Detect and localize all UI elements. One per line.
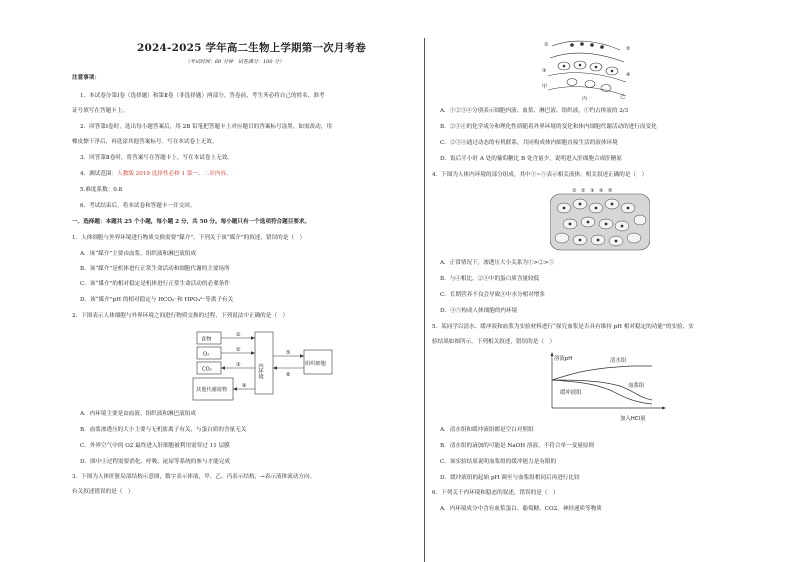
q5-xlabel: 加入HCl量 — [620, 416, 646, 422]
q5-stem-b: 验结果如图所示。下列相关叙述，错误的是（ ） — [432, 339, 556, 345]
q5-stem-a: 5．某同学以清水、缓冲液和血浆为实验材料进行“探究血浆是否具有维持 pH 相对稳定的功能”的实验，实 — [432, 324, 694, 330]
q2-exchange-diagram — [192, 328, 342, 402]
notice-1a: 1．本试卷分第Ⅰ卷（选择题）和第Ⅱ卷（非选择题）两部分。答卷前，考生务必将自己的姓名、准考 — [80, 93, 325, 99]
q5-option-b: B．清水组的滴加的可能是 NaOH 溶液，不符合单一变量原则 — [440, 443, 595, 449]
notice-4 — [80, 171, 232, 178]
q4-option-a: A．正常情况下，渗透压大小关系为①>②>⑤ — [440, 260, 555, 266]
q6-stem: 6．下列关于内环境和稳态的叙述，错误的是（ ） — [432, 490, 559, 496]
q3-option-b: B．②③④的化学成分和理化性质随着外界环境的变化和体内细胞代谢活动的进行而变化 — [440, 124, 657, 130]
q5-series-plasma: 血浆组 — [628, 383, 645, 389]
q2-stem: 2．下图表示人体细胞与外界环境之间进行物质交换的过程，下列说法中正确的是（ ） — [72, 313, 289, 319]
q3-label-1: ① — [544, 42, 549, 48]
q2-food-label: 食物 — [201, 336, 212, 343]
q5-ph-chart — [532, 350, 672, 422]
q4-label-1: ① — [572, 188, 577, 194]
q2-step-5: ⑤ — [286, 350, 291, 356]
q3-option-a: A．①②③④分别表示细胞内液、血浆、淋巴液、组织液，①约占体液的 2/3 — [440, 108, 629, 114]
q2-waste-label: 其他代谢废物 — [196, 387, 228, 393]
notice-4-scope: 人教版 2019 选择性必修 1 第一、二章内容。 — [117, 171, 232, 177]
q5-ylabel: 溶液pH — [554, 356, 573, 362]
notice-4-label: 4．测试范围： — [80, 171, 118, 177]
q3-option-d: D．饭后半小时 A 处的葡萄糖比 B 处含量少，说明进入肝细胞合成肝糖原 — [440, 156, 622, 162]
q5-option-a: A．清水组和缓冲液组都是空白对照组 — [440, 427, 534, 433]
q2-o2-label: O₂ — [203, 351, 210, 358]
q3-stem-b: 有关叙述错误的是（ ） — [72, 489, 134, 495]
q1-stem: 1．人体细胞与外界环境进行物质交换需要“媒介”。下列关于该“媒介”的叙述，错误的是（ ） — [72, 235, 306, 241]
q2-step-6: ⑥ — [286, 372, 291, 378]
q2-tissue-cell-label: 组织细胞 — [305, 361, 326, 367]
q1-option-d: D．该“媒介”pH 的相对稳定与 HCO₃⁻和 HPO₄²⁻等离子有关 — [80, 297, 234, 303]
exam-meta: （考试时间：60 分钟 试卷满分：100 分） — [185, 59, 285, 65]
q3-option-c: C．②③④通过动态的有机联系，共同构成体内细胞直接生活的液体环境 — [440, 140, 618, 146]
q1-option-c: C．该“媒介”的相对稳定是机体进行正常生命活动的必要条件 — [80, 281, 230, 287]
q3-label-jia: 甲 — [542, 84, 548, 90]
blood-vessel-edge — [552, 41, 620, 50]
q5-option-c: C．该实验结果说明血浆组的缓冲能力是有限的 — [440, 459, 557, 465]
notice-2b: 橡皮擦干净后，再选涂其他答案标号。写在本试卷上无效。 — [72, 139, 218, 145]
section-heading: 一、选择题：本题共 25 个小题，每小题 2 分，共 50 分。每小题只有一个选项符合题目要求。 — [72, 219, 311, 225]
q3-label-3: ③ — [542, 68, 547, 74]
notice-heading: 注意事项： — [72, 75, 100, 81]
notice-5: 5.难度系数：0.8 — [80, 187, 123, 193]
q2-center-label: 内环境 — [257, 363, 263, 380]
q1-option-b: B．该“媒介”是机体进行正常生命活动和细胞代谢的主要场所 — [80, 266, 230, 272]
q1-option-a: A．该“媒介”主要由血浆、组织液和淋巴液组成 — [80, 251, 197, 257]
q2-co2-label: CO₂ — [202, 366, 212, 373]
q3-stem-a: 3．下图为人体肝脏局部结构示意图，数字表示体液，甲、乙、丙表示结构，→表示液体流动方向。 — [72, 474, 316, 480]
water-curve — [552, 366, 652, 380]
q3-label-2: ② — [626, 46, 631, 52]
q2-option-d: D．图中④过程需要消化、呼吸、泌尿等系统的参与才能完成 — [80, 459, 230, 465]
q2-option-a: A．内环境主要是由血液、组织液和淋巴液组成 — [80, 411, 196, 417]
notice-6: 6．考试结束后，将本试卷和答题卡一并交回。 — [80, 203, 196, 209]
q6-option-a: A．内环境成分中含有血浆蛋白、葡萄糖、CO2、神经递质等物质 — [440, 506, 602, 512]
q4-option-c: C．长期营养不良会导致④中水分相对增多 — [440, 292, 545, 298]
exam-title: 2024-2025 学年高二生物上学期第一次月考卷 — [137, 42, 366, 54]
q2-step-4: ④ — [242, 383, 247, 389]
q4-tissue-figure — [550, 186, 650, 252]
q4-option-b: B．与④相比，②④中的蛋白质含量较低 — [440, 276, 540, 282]
q2-option-b: B．血浆渗透压的大小主要与无机盐离子有关，与蛋白质的含量无关 — [80, 427, 247, 433]
q2-step-3: ③ — [236, 362, 241, 368]
q5-option-d: D．缓冲液组的起始 pH 调至与血浆组相同后再进行比较 — [440, 475, 580, 481]
q4-option-d: D．④⑤构成人体细胞的内环境 — [440, 308, 518, 314]
q3-label-bing: 丙 — [582, 96, 588, 102]
q2-step-1: ① — [236, 332, 241, 338]
q3-label-4: ④ — [626, 72, 631, 78]
q5-series-buffer: 缓冲液组 — [560, 390, 582, 396]
q2-option-c: C．外界空气中的 O2 最终进入肝细胞被利用需穿过 11 层膜 — [80, 443, 230, 449]
q3-liver-figure — [542, 36, 632, 102]
q2-step-2: ② — [236, 347, 241, 353]
column-divider — [424, 38, 425, 562]
q3-label-yi: 乙 — [620, 94, 626, 100]
q4-label-2: ② — [581, 188, 586, 194]
q5-series-water: 清水组 — [610, 358, 627, 364]
notice-3: 3．回答第Ⅱ卷时，将答案写在答题卡上。写在本试卷上无效。 — [80, 155, 233, 161]
notice-1b: 证号填写在答题卡上。 — [72, 108, 128, 114]
q4-label-4: ④ — [599, 188, 604, 194]
q4-label-5: ⑤ — [608, 188, 613, 194]
q4-label-3: ③ — [590, 188, 595, 194]
q4-stem: 4．下图为人体内环境的部分组成，其中①~⑤表示相关液体。相关叙述正确的是（ ） — [432, 172, 648, 178]
notice-2a: 2．回答第Ⅰ卷时，选出每小题答案后，用 2B 铅笔把答题卡上对应题目的答案标号涂黑。如需改动，用 — [80, 124, 332, 130]
